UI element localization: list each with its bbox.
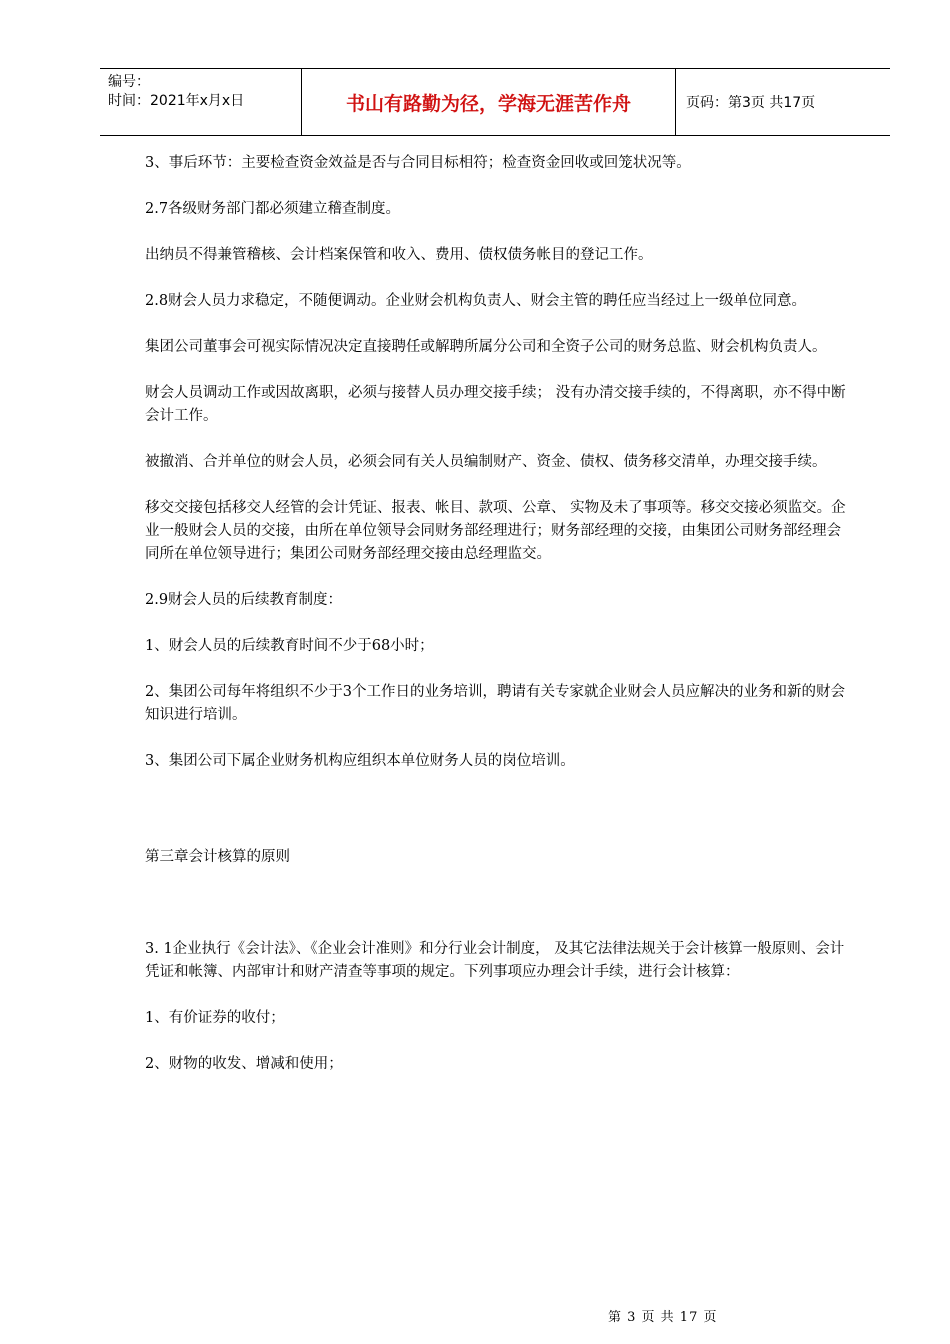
paragraph: 集团公司董事会可视实际情况决定直接聘任或解聘所属分公司和全资子公司的财务总监、财会机构负责人。 <box>145 339 827 355</box>
paragraph: 2.9财会人员的后续教育制度： <box>145 592 343 608</box>
time-label: 时间：2021年x月x日 <box>108 93 245 109</box>
paragraph: 3. 1企业执行《会计法》、《企业会计准则》和分行业会计制度， 及其它法律法规关于会计核算一般原则、会计凭证和帐簿、内部审计和财产清查等事项的规定。下列事项应办理会计手续，进行会计核算： <box>145 941 845 980</box>
header-info <box>100 69 302 135</box>
paragraph: 3、集团公司下属企业财务机构应组织本单位财务人员的岗位培训。 <box>145 753 575 769</box>
chapter-title: 第三章会计核算的原则 <box>145 849 290 865</box>
paragraph: 出纳员不得兼管稽核、会计档案保管和收入、费用、债权债务帐目的登记工作。 <box>145 247 653 263</box>
spacer <box>145 796 850 846</box>
document-body <box>145 152 850 1099</box>
paragraph: 财会人员调动工作或因故离职，必须与接替人员办理交接手续； 没有办清交接手续的，不得离职，亦不得中断会计工作。 <box>145 385 846 424</box>
paragraph: 移交交接包括移交人经管的会计凭证、报表、帐目、款项、公章、 实物及未了事项等。移交交接必须监交。企业一般财会人员的交接，由所在单位领导会同财务部经理进行；财务部经理的交接，由集团公司财务部经理会同所在单位领导进行；集团公司财务部经理交接由总经理监交。 <box>145 500 846 562</box>
paragraph: 1、有价证券的收付； <box>145 1010 285 1026</box>
spacer <box>145 892 850 938</box>
page-footer: 第 3 页 共 17 页 <box>608 1310 718 1325</box>
paragraph: 1、财会人员的后续教育时间不少于68小时； <box>145 638 434 654</box>
paragraph: 3、事后环节：主要检查资金效益是否与合同目标相符；检查资金回收或回笼状况等。 <box>145 155 691 171</box>
number-label: 编号： <box>108 74 150 90</box>
page-header <box>100 68 890 136</box>
paragraph: 2.8财会人员力求稳定，不随便调动。企业财会机构负责人、财会主管的聘任应当经过上一级单位同意。 <box>145 293 807 309</box>
paragraph: 被撤消、合并单位的财会人员，必须会同有关人员编制财产、资金、债权、债务移交清单，办理交接手续。 <box>145 454 827 470</box>
header-page-label: 页码：第3页 共17页 <box>686 95 816 111</box>
paragraph: 2、财物的收发、增减和使用； <box>145 1056 343 1072</box>
header-motto: 书山有路勤为径，学海无涯苦作舟 <box>302 69 676 135</box>
paragraph: 2、集团公司每年将组织不少于3个工作日的业务培训，聘请有关专家就企业财会人员应解决的业务和新的财会知识进行培训。 <box>145 684 845 723</box>
paragraph: 2.7各级财务部门都必须建立稽查制度。 <box>145 201 401 217</box>
